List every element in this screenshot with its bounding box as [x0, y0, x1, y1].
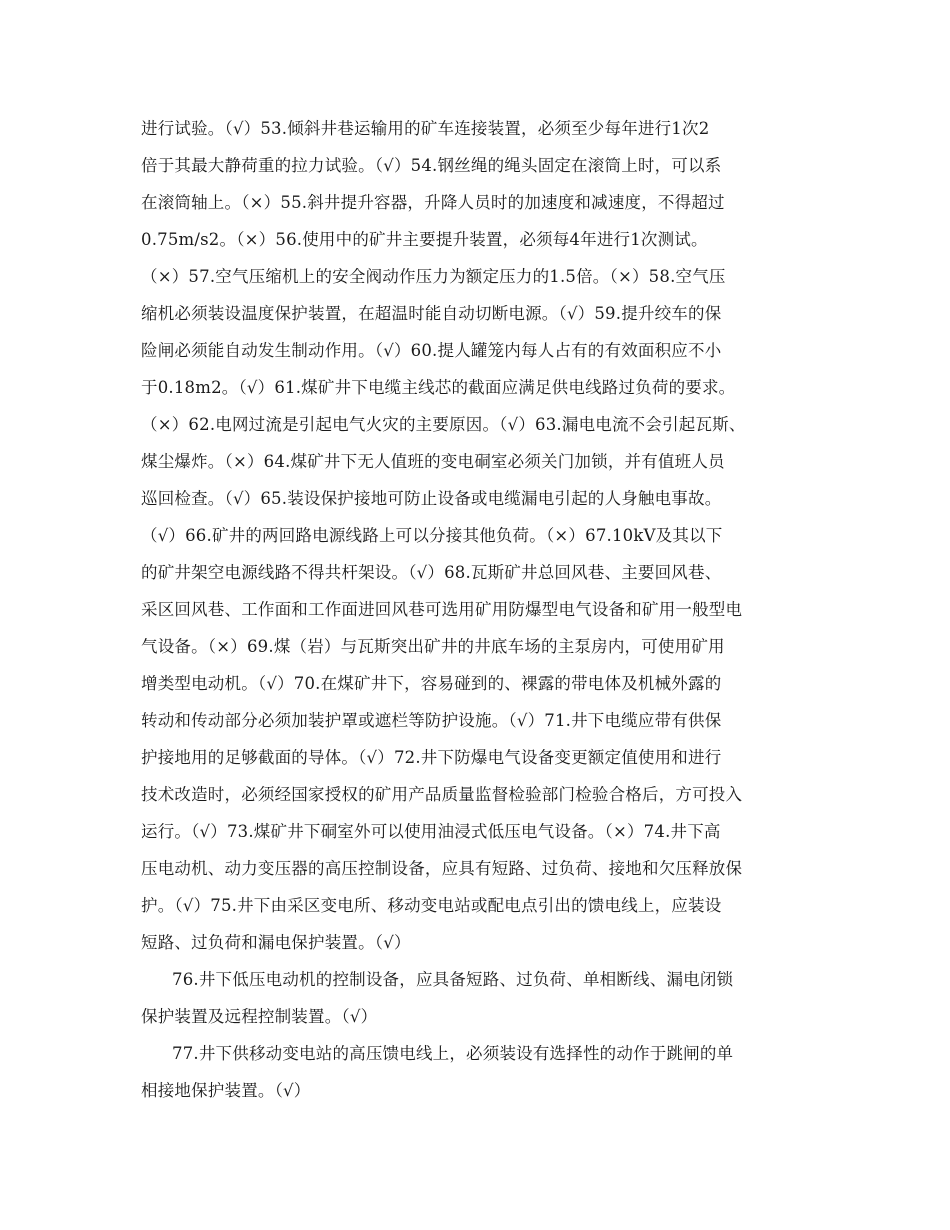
- text-line: 在滚筒轴上。（×）55.斜井提升容器，升降人员时的加速度和减速度，不得超过: [141, 193, 725, 212]
- text-line: 转动和传动部分必须加装护罩或遮栏等防护设施。（√）71.井下电缆应带有供保: [141, 711, 722, 730]
- text-line: 采区回风巷、工作面和工作面进回风巷可选用矿用防爆型电气设备和矿用一般型电: [141, 600, 743, 619]
- text-line: 短路、过负荷和漏电保护装置。（√）: [141, 933, 411, 952]
- text-line: 于0.18m2。（√）61.煤矿井下电缆主线芯的截面应满足供电线路过负荷的要求。: [141, 378, 736, 397]
- text-line: 进行试验。（√）53.倾斜井巷运输用的矿车连接装置，必须至少每年进行1次2: [141, 119, 710, 138]
- text-line: 倍于其最大静荷重的拉力试验。（√）54.钢丝绳的绳头固定在滚筒上时，可以系: [141, 156, 722, 175]
- text-line: 缩机必须装设温度保护装置，在超温时能自动切断电源。（√）59.提升绞车的保: [141, 304, 722, 323]
- text-line: 增类型电动机。（√）70.在煤矿井下，容易碰到的、裸露的带电体及机械外露的: [141, 674, 722, 693]
- text-line: 护。（√）75.井下由采区变电所、移动变电站或配电点引出的馈电线上，应装设: [141, 896, 722, 915]
- text-line: 保护装置及远程控制装置。（√）: [141, 1007, 378, 1026]
- text-line: 险闸必须能自动发生制动作用。（√）60.提人罐笼内每人占有的有效面积应不小: [141, 341, 722, 360]
- text-line: 巡回检查。（√）65.装设保护接地可防止设备或电缆漏电引起的人身触电事故。: [141, 489, 722, 508]
- text-line: 护接地用的足够截面的导体。（√）72.井下防爆电气设备变更额定值使用和进行: [141, 748, 722, 767]
- paragraph-first-line: 76.井下低压电动机的控制设备，应具备短路、过负荷、单相断线、漏电闭锁: [172, 970, 734, 989]
- text-line: （√）66.矿井的两回路电源线路上可以分接其他负荷。（×）67.10kV及其以下: [141, 526, 723, 545]
- text-line: 的矿井架空电源线路不得共杆架设。（√）68.瓦斯矿井总回风巷、主要回风巷、: [141, 563, 722, 582]
- text-line: 技术改造时，必须经国家授权的矿用产品质量监督检验部门检验合格后，方可投入: [141, 785, 743, 804]
- text-line: 运行。（√）73.煤矿井下硐室外可以使用油浸式低压电气设备。（×）74.井下高: [141, 822, 721, 841]
- text-line: 0.75m/s2。（×）56.使用中的矿井主要提升装置，必须每4年进行1次测试。: [141, 230, 708, 249]
- text-line: 气设备。（×）69.煤（岩）与瓦斯突出矿井的井底车场的主泵房内，可使用矿用: [141, 637, 725, 656]
- text-line: 相接地保护装置。（√）: [141, 1081, 311, 1100]
- text-line: 煤尘爆炸。（×）64.煤矿井下无人值班的变电硐室必须关门加锁，并有值班人员: [141, 452, 725, 471]
- paragraph-first-line: 77.井下供移动变电站的高压馈电线上，必须装设有选择性的动作于跳闸的单: [172, 1044, 734, 1063]
- text-line: （×）57.空气压缩机上的安全阀动作压力为额定压力的1.5倍。（×）58.空气压: [141, 267, 726, 286]
- text-line: 压电动机、动力变压器的高压控制设备，应具有短路、过负荷、接地和欠压释放保: [141, 859, 743, 878]
- text-line: （×）62.电网过流是引起电气火灾的主要原因。（√）63.漏电电流不会引起瓦斯、: [141, 415, 746, 434]
